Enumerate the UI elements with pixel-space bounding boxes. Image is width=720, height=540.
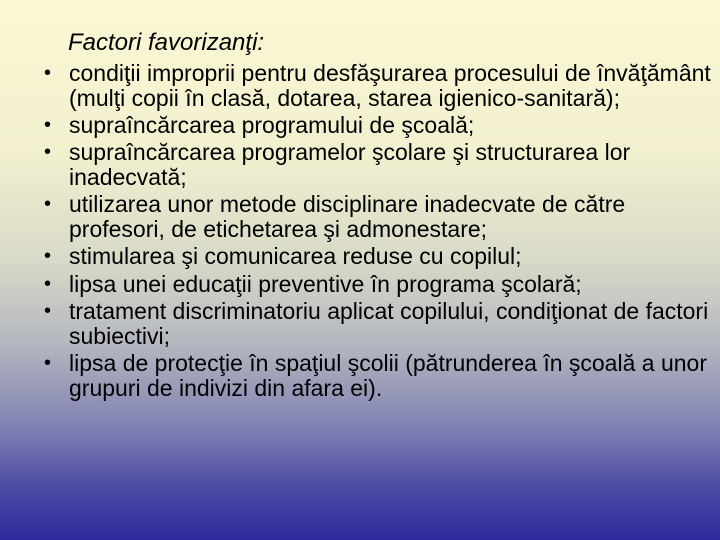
bullet-text: stimularea şi comunicarea reduse cu copilul; xyxy=(69,243,522,270)
bullet-text: lipsa unei educaţii preventive în programa şcolară; xyxy=(69,270,582,297)
bullet-text: tratament discriminatoriu aplicat copilului, condiţionat de factori subiectivi; xyxy=(69,298,709,349)
bullet-text: condiţii improprii pentru desfăşurarea procesului de învăţământ (mulţi copii în clasă, dotarea, starea igienico-sanitară); xyxy=(69,60,711,111)
bullet-text: supraîncărcarea programului de şcoală; xyxy=(69,111,475,138)
bullet-text: lipsa de protecţie în spaţiul şcolii (pătrunderea în şcoală a unor grupuri de indivizi din afara ei). xyxy=(69,350,707,401)
bullet-item xyxy=(0,61,718,110)
bullet-dot-icon: • xyxy=(44,113,52,136)
slide-heading: Factori favorizanţi: xyxy=(68,29,265,56)
bullet-dot-icon: • xyxy=(44,300,52,323)
bullet-dot-icon: • xyxy=(44,62,52,84)
bullet-text: supraîncărcarea programelor şcolare şi structurarea lor inadecvată; xyxy=(69,139,631,190)
bullet-dot-icon: • xyxy=(44,193,52,216)
bullet-dot-icon: • xyxy=(44,272,52,295)
bullet-dot-icon: • xyxy=(44,141,52,164)
bullet-list xyxy=(0,61,718,403)
bullet-dot-icon: • xyxy=(44,245,52,268)
bullet-item xyxy=(0,113,718,138)
bullet-item xyxy=(0,351,718,400)
bullet-item xyxy=(0,192,718,241)
bullet-item xyxy=(0,140,718,189)
bullet-item xyxy=(0,272,718,297)
bullet-text: utilizarea unor metode disciplinare inadecvate de către profesori, de etichetarea şi admonestare; xyxy=(69,191,626,242)
bullet-dot-icon: • xyxy=(44,352,52,375)
bullet-item xyxy=(0,299,718,348)
bullet-item xyxy=(0,244,718,269)
